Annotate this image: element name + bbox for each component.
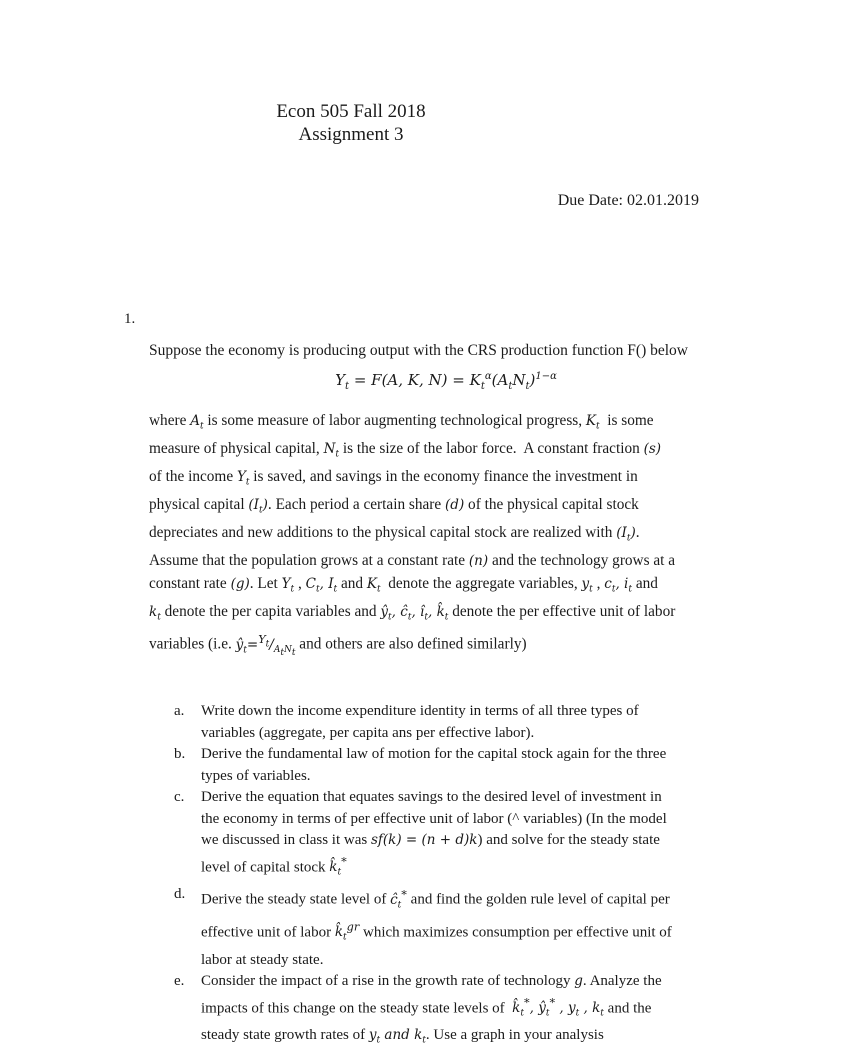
paragraph-line: variables (i.e. $ŷ_t=^{Y_t}/_{A_tN_t}$ and others are also defined similarly): [149, 633, 527, 659]
part-line: Derive the equation that equates savings to the desired level of investment in: [201, 789, 662, 805]
part-line: impacts of this change on the steady state levels of $k̂_t^*$, $ŷ_t^*$ , $y_t$ , $k_t$ and the: [201, 996, 652, 1019]
part-e: [174, 971, 754, 1052]
part-b: [174, 744, 754, 787]
assignment-title: Assignment 3: [298, 124, 404, 145]
question-number: 1.: [124, 311, 136, 327]
part-letter: d.: [174, 886, 186, 903]
part-line: effective unit of labor $k̂_t^{gr}$ which maximizes consumption per effective unit of: [201, 920, 672, 944]
paragraph-line: depreciates and new additions to the physical capital stock are realized with $(I_t)$.: [149, 524, 640, 545]
part-a: [174, 701, 754, 744]
part-letter: a.: [174, 703, 185, 719]
paragraph-line: physical capital $(I_t)$. Each period a certain share (d) of the physical capital stock: [149, 496, 639, 516]
part-line: Consider the impact of a rise in the growth rate of technology g. Analyze the: [201, 973, 662, 990]
question-paragraph: [149, 410, 749, 664]
paragraph-line: $k_t$ denote the per capita variables and $ŷ_t$, $ĉ_t$, $î_t$, $k̂_t$ denote the per effective unit of labor: [149, 602, 676, 623]
question-parts-list: [174, 701, 754, 1052]
part-line: variables (aggregate, per capita ans per effective labor).: [201, 724, 535, 741]
paragraph-line: Assume that the population grows at a constant rate (n) and the technology grows at a: [149, 552, 676, 570]
part-line: Derive the steady state level of $ĉ_t^*$ and find the golden rule level of capital per: [201, 888, 670, 911]
part-letter: b.: [174, 746, 186, 762]
question-intro: Suppose the economy is producing output with the CRS production function F() below: [149, 342, 689, 359]
paragraph-line: measure of physical capital, $N_t$ is the size of the labor force. A constant fraction (s): [149, 440, 662, 460]
course-title: Econ 505 Fall 2018: [276, 101, 426, 122]
part-letter: c.: [174, 789, 185, 805]
paragraph-line: where $A_t$ is some measure of labor augmenting technological progress, $K_t$ is some: [149, 412, 654, 432]
paragraph-line: of the income $Y_t$ is saved, and savings in the economy finance the investment in: [149, 468, 638, 488]
due-date: Due Date: 02.01.2019: [557, 192, 699, 209]
part-d: [174, 884, 754, 971]
part-letter: e.: [174, 973, 185, 990]
paragraph-line: constant rate (g). Let $Y_t$ , $C_t$, $I_t$ and $K_t$ denote the aggregate variables, $y_t$ , $c_t$, $i_t$ and: [149, 574, 658, 595]
part-line: the economy in terms of per effective unit of labor (^ variables) (In the model: [201, 810, 667, 827]
part-line: we discussed in class it was sf(k) = (n + d)k) and solve for the steady state: [201, 832, 660, 848]
part-line: types of variables.: [201, 767, 311, 784]
part-line: level of capital stock $k̂_t^*$: [201, 855, 347, 878]
part-c: [174, 787, 754, 884]
production-function-equation: $Y_t = F(A$, K, $N) = K_t^\alpha(A_tN_t)^{1-\alpha}$: [335, 371, 557, 392]
part-line: steady state growth rates of $y_t$ and $k_t$. Use a graph in your analysis: [201, 1027, 604, 1046]
part-line: labor at steady state.: [201, 951, 324, 968]
part-line: Write down the income expenditure identity in terms of all three types of: [201, 703, 639, 719]
part-line: Derive the fundamental law of motion for the capital stock again for the three: [201, 746, 667, 762]
